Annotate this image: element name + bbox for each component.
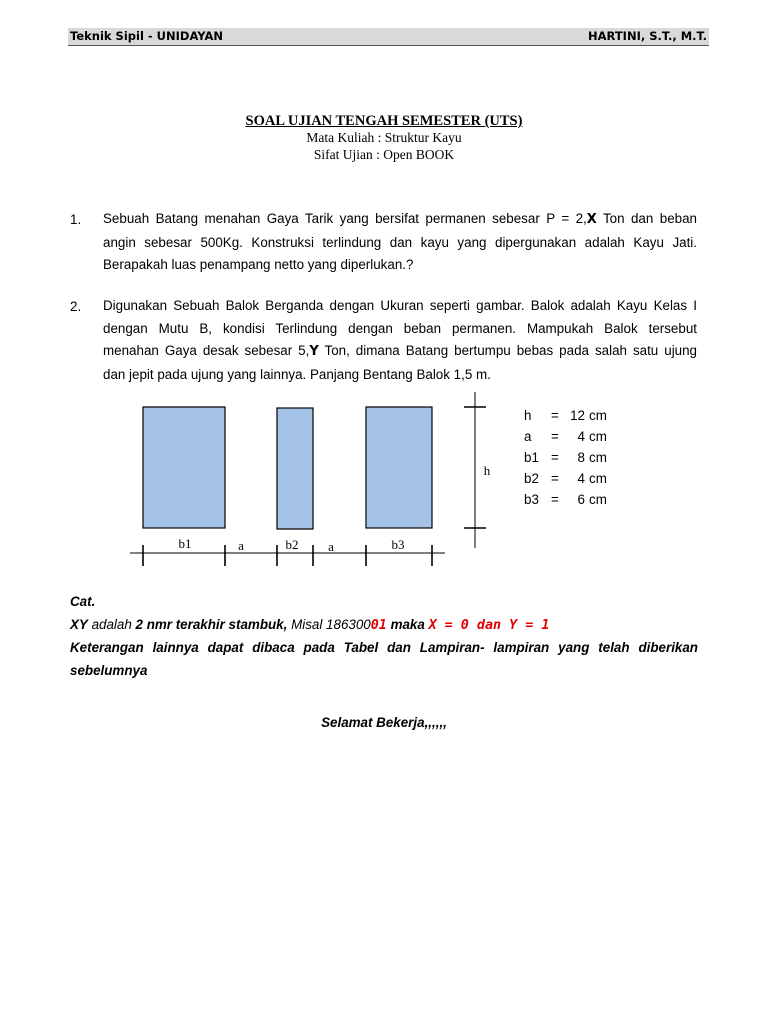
header-left: Teknik Sipil - UNIDAYAN	[70, 29, 224, 43]
notes-section	[70, 591, 698, 682]
dimension-row-a: a = 4 cm	[524, 429, 607, 444]
question-1-text	[103, 208, 697, 277]
beam-b2	[277, 408, 313, 529]
closing-text: Selamat Bekerja,,,,,,	[321, 715, 447, 730]
question-2-number: 2.	[70, 299, 82, 314]
question-2-line-3: menahan Gaya desak sebesar 5,Y Ton, dimana Batang bertumpu bebas pada salah satu ujung	[103, 343, 698, 360]
question-1-line-3: Berapakah luas penampang netto yang diperlukan.?	[103, 257, 414, 273]
course-name: Mata Kuliah : Struktur Kayu	[306, 130, 462, 145]
beam-b1	[143, 407, 225, 528]
label-b1: b1	[178, 536, 192, 551]
dimension-row-b2: b2 = 4 cm	[524, 471, 607, 486]
question-2-text	[103, 295, 697, 386]
dimension-row-h: h = 12 cm	[524, 408, 607, 423]
question-1-line-1: Sebuah Batang menahan Gaya Tarik yang bersifat permanen sebesar P = 2,X Ton dan beban	[103, 211, 697, 227]
label-h: h	[483, 463, 491, 478]
notes-line-1: XY adalah 2 nmr terakhir stambuk, Misal 18630001 maka X = 0 dan Y = 1	[70, 616, 550, 633]
exam-title: SOAL UJIAN TENGAH SEMESTER (UTS)	[245, 113, 523, 129]
notes-line-2: Keterangan lainnya dapat dibaca pada Tabel dan Lampiran- lampiran yang telah diberikan	[70, 640, 698, 655]
question-2-line-1: Digunakan Sebuah Balok Berganda dengan Ukuran seperti gambar. Balok adalah Kayu Kelas I	[103, 298, 697, 313]
dimension-row-b3: b3 = 6 cm	[524, 492, 607, 507]
question-2-line-4: dan jepit pada ujung yang lainnya. Panjang Bentang Balok 1,5 m.	[103, 366, 491, 382]
page-header	[68, 28, 709, 46]
dimension-row-b1: b1 = 8 cm	[524, 450, 607, 465]
question-1-number: 1.	[70, 212, 82, 227]
beam-b3	[366, 407, 432, 528]
notes-heading: Cat.	[70, 594, 96, 609]
example-digits: 01	[370, 617, 387, 633]
label-a-1: a	[238, 538, 244, 553]
header-right: HARTINI, S.T., M.T.	[587, 29, 707, 43]
beam-cross-section-diagram	[0, 385, 768, 575]
variable-x: X	[586, 212, 597, 227]
label-b2: b2	[285, 537, 299, 552]
question-1-line-2: angin sebesar 500Kg. Konstruksi terlindung dan kayu yang dipergunakan adalah Kayu Jati.	[103, 234, 697, 250]
example-result: X = 0 dan Y = 1	[428, 617, 550, 633]
question-2-line-2: dengan Mutu B, kondisi Terlindung dengan beban permanen. Mampukah Balok tersebut	[103, 320, 697, 336]
notes-line-3: sebelumnya	[70, 662, 148, 678]
label-b3: b3	[391, 537, 405, 552]
dimension-list	[524, 405, 634, 510]
variable-y: Y	[309, 344, 319, 360]
label-a-2: a	[328, 539, 334, 554]
exam-nature: Sifat Ujian : Open BOOK	[313, 147, 455, 162]
